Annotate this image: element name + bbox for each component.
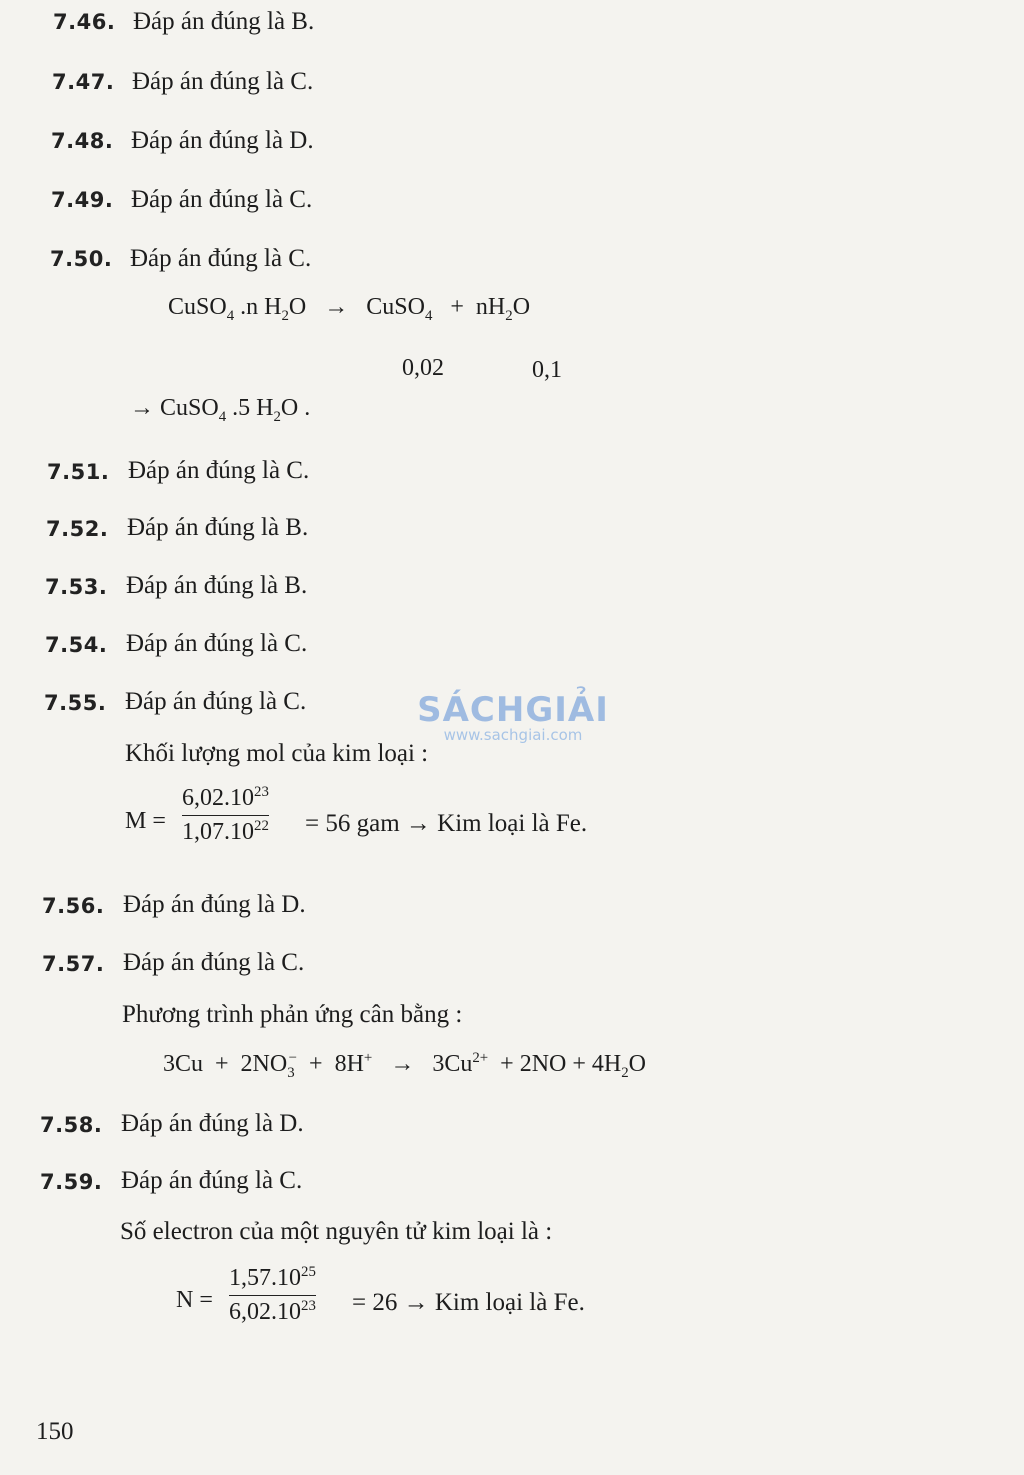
formula-result: = 26 → Kim loại là Fe. — [352, 1289, 585, 1316]
fraction-denominator: 6,02.10$^{23}$ — [229, 1298, 316, 1325]
answer-text: Đáp án đúng là C. — [125, 688, 307, 715]
fraction-bar — [229, 1295, 316, 1296]
answer-text: Đáp án đúng là B. — [133, 8, 315, 35]
answer-text: Đáp án đúng là D. — [123, 891, 306, 918]
answer-text: Đáp án đúng là C. — [130, 245, 312, 272]
answer-number: 7.51. — [47, 460, 110, 484]
answer-text: Đáp án đúng là C. — [131, 186, 313, 213]
explanation-text: Số electron của một nguyên tử kim loại là : — [120, 1218, 553, 1245]
formula-result: = 56 gam → Kim loại là Fe. — [305, 810, 588, 837]
answer-number: 7.54. — [45, 633, 108, 657]
explanation-text: Phương trình phản ứng cân bằng : — [122, 1001, 463, 1028]
fraction — [229, 1264, 316, 1326]
page-number: 150 — [36, 1418, 74, 1445]
answer-text: Đáp án đúng là C. — [121, 1167, 303, 1194]
answer-number: 7.52. — [46, 517, 109, 541]
equation-redox: $3Cu + 2NO_3^- + 8H^+ \to 3Cu^{2+} + 2NO + 4H_2O$ — [163, 1050, 647, 1081]
answer-number: 7.49. — [51, 188, 114, 212]
formula-lhs: N = — [176, 1287, 213, 1313]
answer-number: 7.59. — [40, 1170, 103, 1194]
mole-value: 0,02 — [402, 355, 444, 381]
answer-number: 7.50. — [50, 247, 113, 271]
answer-number: 7.58. — [40, 1113, 103, 1137]
answer-number: 7.53. — [45, 575, 108, 599]
equation-result: → CuSO$_4$ .5 $H_2O$ . — [130, 395, 311, 425]
fraction-numerator: 1,57.10$^{25}$ — [229, 1264, 316, 1291]
answer-text: Đáp án đúng là C. — [123, 949, 305, 976]
answer-text: Đáp án đúng là C. — [126, 630, 308, 657]
fraction-denominator: 1,07.10$^{22}$ — [182, 818, 269, 845]
watermark-logo: SÁCHGIẢI — [417, 690, 609, 730]
explanation-text: Khối lượng mol của kim loại : — [125, 740, 429, 767]
fraction-numerator: 6,02.10$^{23}$ — [182, 784, 269, 811]
formula-lhs: M = — [125, 808, 166, 834]
answer-number: 7.47. — [52, 70, 115, 94]
answer-number: 7.56. — [42, 894, 105, 918]
answer-text: Đáp án đúng là D. — [131, 127, 314, 154]
answer-text: Đáp án đúng là D. — [121, 1110, 304, 1137]
mole-value: 0,1 — [532, 357, 562, 383]
answer-text: Đáp án đúng là C. — [128, 457, 310, 484]
watermark — [408, 690, 618, 744]
watermark-url: www.sachgiai.com — [443, 726, 583, 744]
answer-text: Đáp án đúng là B. — [127, 514, 309, 541]
equation-decomposition: CuSO$_4$ .n $H_2O$ → CuSO$_4$ + $nH_2O$ — [168, 294, 531, 324]
fraction — [182, 784, 269, 846]
answer-number: 7.46. — [53, 10, 116, 34]
answer-number: 7.55. — [44, 691, 107, 715]
fraction-bar — [182, 815, 269, 816]
answer-text: Đáp án đúng là C. — [132, 68, 314, 95]
answer-number: 7.48. — [51, 129, 114, 153]
answer-number: 7.57. — [42, 952, 105, 976]
answer-text: Đáp án đúng là B. — [126, 572, 308, 599]
